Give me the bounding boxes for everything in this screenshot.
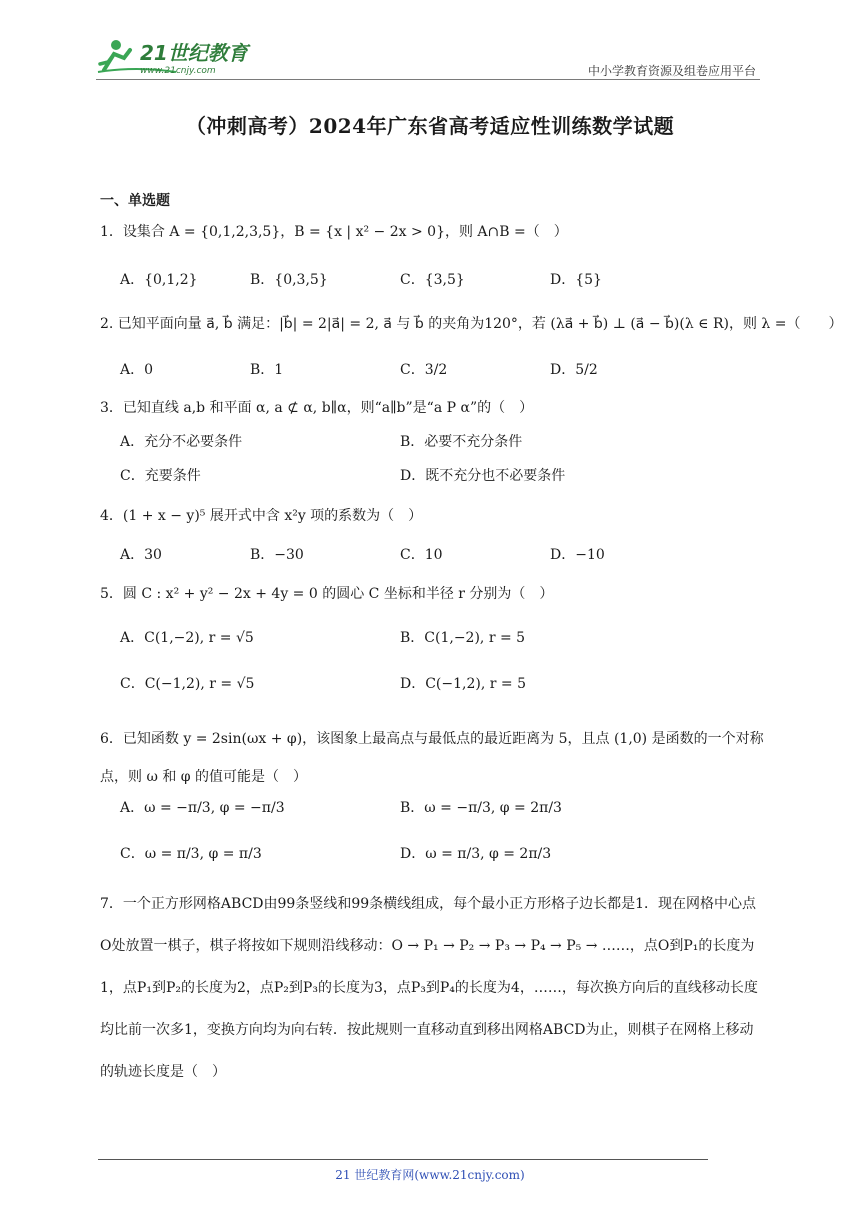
question-3-stem: 3．已知直线 a,b 和平面 α, a ⊄ α, b∥α，则“a∥b”是“a P α”的（ ） [100,400,534,416]
q3-option-d: D．既不充分也不必要条件 [400,468,566,484]
q1-option-c: C．{3,5} [400,272,465,288]
question-7-stem: 7．一个正方形网格ABCD由99条竖线和99条横线组成，每个最小正方形格子边长都是1．现在网格中心点O处放置一棋子，棋子将按如下规则沿线移动：O → P₁ → P₂ → P₃ → P₄ → P₅ → ……，点O到P₁的长度为1，点P₁到P₂的长度为2，点P₂到P₃的长度为3，点P₃到P₄的长度为4，……，每次换方向后的直线移动长度均比前一次多1，变换方向均为向右转．按此规则一直移动直到移出网格ABCD为止，则棋子在网格上移动的轨迹长度是（ ） [100,896,758,1080]
section-heading: 一、单选题 [100,193,170,209]
q3-option-b: B．必要不充分条件 [400,434,523,450]
question-2-stem: 2. 已知平面向量 a⃗, b⃗ 满足：|b⃗| = 2|a⃗| = 2, a⃗ 与 b⃗ 的夹角为120°，若 (λa⃗ + b⃗) ⊥ (a⃗ − b⃗)(λ ∈ R)，则 λ =（ ） [100,316,843,332]
site-logo [96,36,266,78]
q1-option-a: A．{0,1,2} [120,272,198,288]
q4-option-d: D．−10 [550,547,605,563]
q4-option-a: A．30 [120,547,162,563]
footer-rule [98,1159,708,1160]
q6-option-c: C．ω = π/3, φ = π/3 [120,846,262,862]
q4-option-c: C．10 [400,547,443,563]
page-title: （冲刺高考）2024年广东省高考适应性训练数学试题 [185,114,675,138]
q2-option-c: C．3/2 [400,362,448,378]
q5-option-b: B．C(1,−2), r = 5 [400,630,526,646]
q1-option-b: B．{0,3,5} [250,272,328,288]
q2-option-b: B．1 [250,362,284,378]
q2-option-d: D．5/2 [550,362,598,378]
question-6-stem: 6．已知函数 y = 2sin(ωx + φ)，该图象上最高点与最低点的最近距离为 5，且点 (1,0) 是函数的一个对称点，则 ω 和 φ 的值可能是（ ） [100,731,764,785]
question-5-stem: 5．圆 C : x² + y² − 2x + 4y = 0 的圆心 C 坐标和半径 r 分别为（ ） [100,586,554,602]
q3-option-a: A．充分不必要条件 [120,434,243,450]
logo-text: 21世纪教育 [140,41,248,65]
platform-name: 中小学教育资源及组卷应用平台 [587,64,756,78]
q6-option-a: A．ω = −π/3, φ = −π/3 [120,800,285,816]
q5-option-d: D．C(−1,2), r = 5 [400,676,526,692]
q1-option-d: D．{5} [550,272,602,288]
q6-option-b: B．ω = −π/3, φ = 2π/3 [400,800,562,816]
question-4-stem: 4．(1 + x − y)⁵ 展开式中含 x²y 项的系数为（ ） [100,508,423,524]
header-rule [96,79,760,80]
q5-option-a: A．C(1,−2), r = √5 [120,630,254,646]
q5-option-c: C．C(−1,2), r = √5 [120,676,255,692]
q6-option-d: D．ω = π/3, φ = 2π/3 [400,846,552,862]
q2-option-a: A．0 [120,362,154,378]
question-1-stem: 1．设集合 A = {0,1,2,3,5}，B = {x | x² − 2x > 0}，则 A∩B =（ ） [100,224,568,240]
logo-url: www.21cnjy.com [140,66,216,76]
q4-option-b: B．−30 [250,547,304,563]
footer-link[interactable]: 21 世纪教育网(www.21cnjy.com) [335,1168,525,1182]
q3-option-c: C．充要条件 [120,468,201,484]
